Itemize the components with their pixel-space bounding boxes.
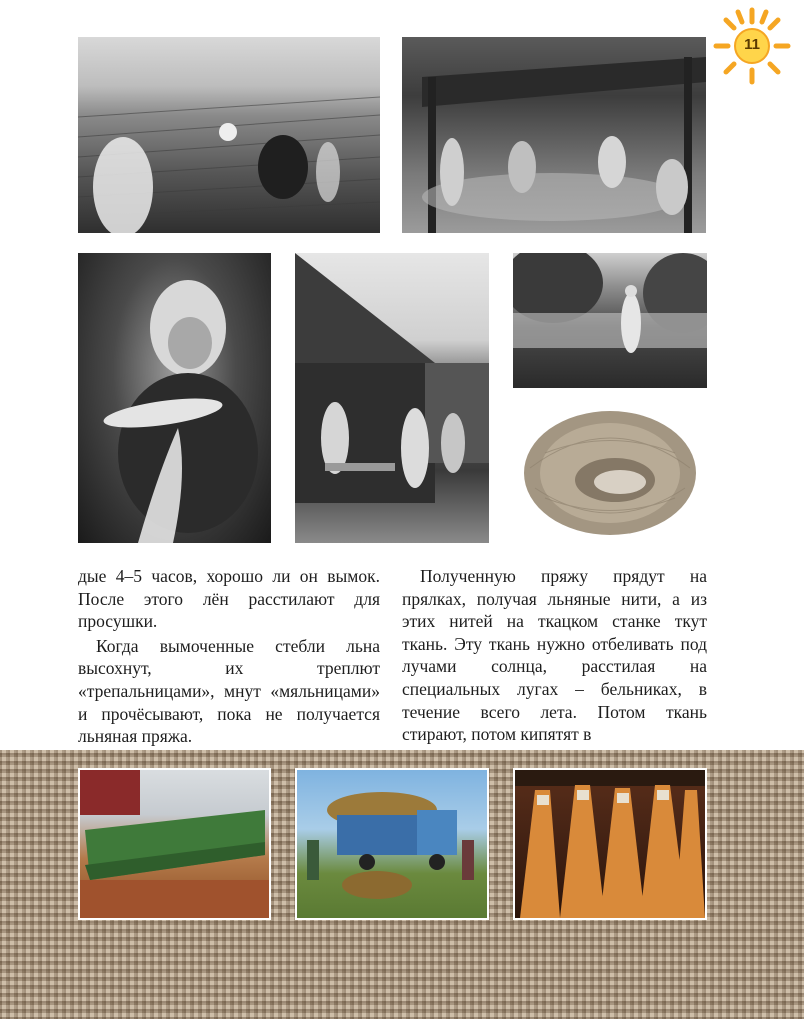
photo-hanging-flax-bundles xyxy=(513,768,707,920)
photo-woman-combing-flax xyxy=(78,253,271,543)
photo-villagers-in-shed xyxy=(402,37,706,233)
paragraph: Когда вымоченные стебли льна высохнут, их треплют «трепальницами», мнут «мяльницами» и прочёсывают, пока не получается льняная пряжа. xyxy=(78,635,380,747)
left-text-column xyxy=(78,565,380,748)
photo-loading-flax-truck xyxy=(295,768,489,920)
page-number: 11 xyxy=(744,36,760,53)
right-text-column xyxy=(402,565,707,749)
photo-flax-harvester xyxy=(78,768,271,920)
photo-man-at-pond xyxy=(513,253,707,388)
paragraph: дые 4–5 часов, хорошо ли он вымок. После этого лён расстилают для просушки. xyxy=(78,566,380,632)
page-number-badge xyxy=(712,6,792,86)
photo-flax-fiber-bundle xyxy=(520,398,700,538)
paragraph: Полученную пряжу прядут на прялках, получая льняные нити, а из этих нитей на ткацком станке ткут ткань. Эту ткань нужно отбеливать под лучами солнца, расстилая на специальных лугах – бельниках, в течение всего лета. Потом ткань стирают, потом кипятят в xyxy=(402,566,707,745)
photo-women-harvesting-flax xyxy=(78,37,380,233)
photo-women-at-house xyxy=(295,253,489,543)
